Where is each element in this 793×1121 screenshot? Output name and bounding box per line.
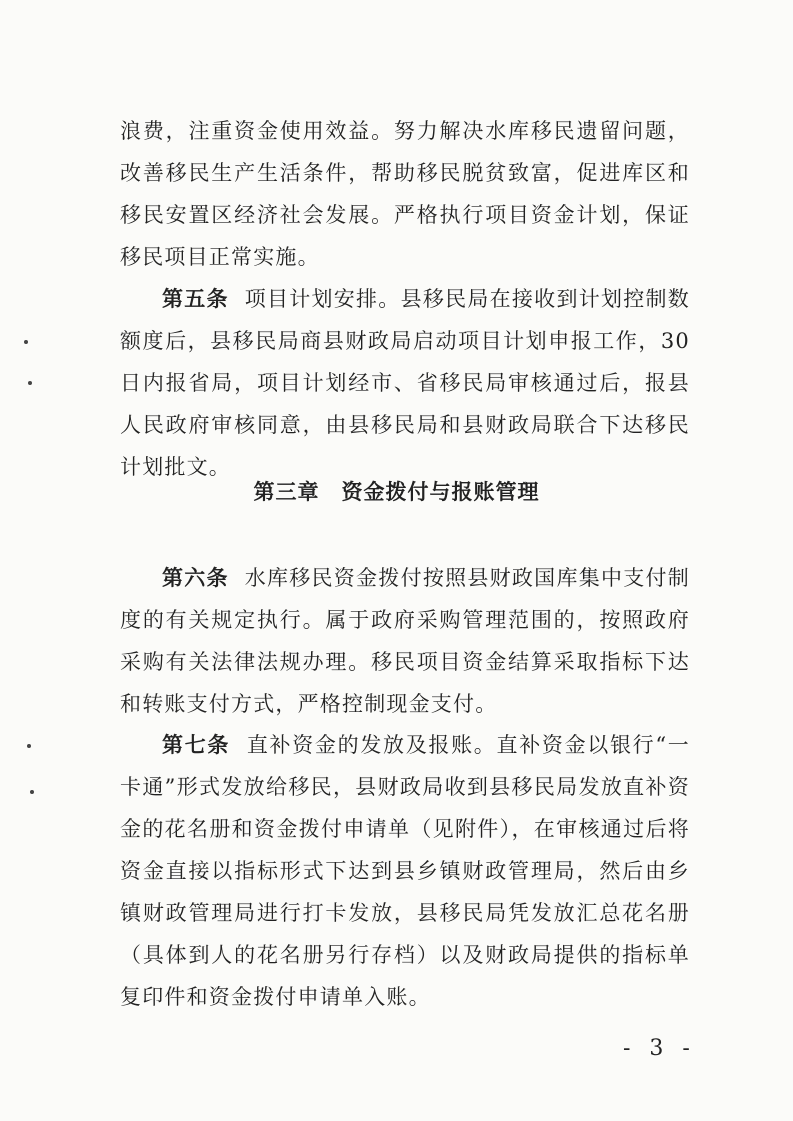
article-7-label: 第七条 (162, 732, 231, 757)
article-6-text: 水库移民资金拨付按照县财政国库集中支付制度的有关规定执行。属于政府采购管理范围的，按照政府采购有关法律法规办理。移民项目资金结算采取指标下达和转账支付方式，严格控制现金支付。 (120, 566, 690, 716)
article-7 (120, 724, 690, 1018)
chapter-heading (0, 476, 793, 506)
page-number: - 3 - (623, 1036, 696, 1061)
article-5-label: 第五条 (162, 286, 229, 311)
article-5 (120, 278, 690, 488)
scan-mark (28, 381, 32, 385)
article-5-text: 项目计划安排。县移民局在接收到计划控制数额度后，县移民局商县财政局启动项目计划申报工作，30日内报省局，项目计划经市、省移民局审核通过后，报县人民政府审核同意，由县移民局和县财政局联合下达移民计划批文。 (120, 287, 690, 479)
article-7-text: 直补资金的发放及报账。直补资金以银行“一卡通”形式发放给移民，县财政局收到县移民局发放直补资金的花名册和资金拨付申请单（见附件），在审核通过后将资金直接以指标形式下达到县乡镇财政管理局，然后由乡镇财政管理局进行打卡发放，县移民局凭发放汇总花名册（具体到人的花名册另行存档）以及财政局提供的指标单复印件和资金拨付申请单入账。 (120, 733, 690, 1009)
scan-mark (27, 744, 31, 748)
article-6-label: 第六条 (162, 565, 229, 590)
scan-mark (30, 790, 34, 794)
paragraph-continued: 浪费，注重资金使用效益。努力解决水库移民遗留问题，改善移民生产生活条件，帮助移民脱贫致富，促进库区和移民安置区经济社会发展。严格执行项目资金计划，保证移民项目正常实施。 (120, 119, 690, 269)
chapter-title: 资金拨付与报账管理 (341, 480, 540, 504)
scan-mark (24, 340, 28, 344)
chapter-number: 第三章 (253, 480, 320, 504)
article-6 (120, 557, 690, 725)
